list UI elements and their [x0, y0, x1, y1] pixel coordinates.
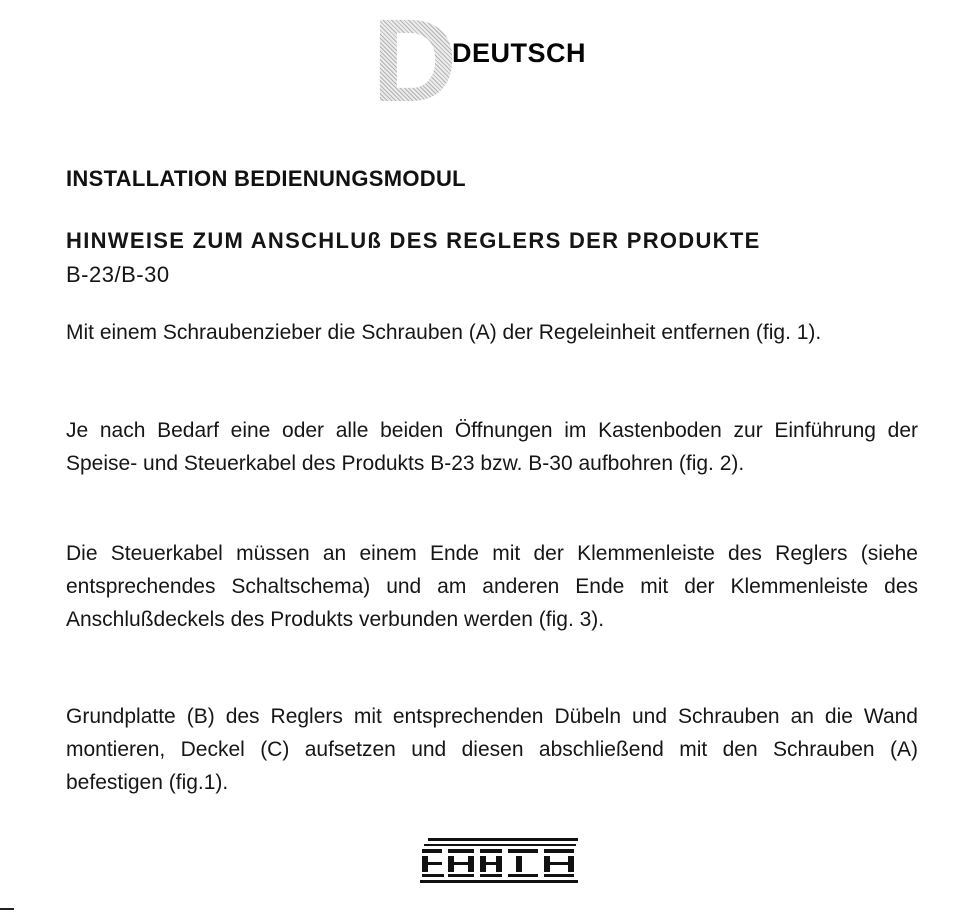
language-label: DEUTSCH [452, 38, 587, 68]
sub-heading [66, 224, 926, 292]
paragraph-control-cables: Die Steuerkabel müssen an einem Ende mit der Klemmenleiste des Reglers (siehe entsprechendes Schaltschema) und am anderen Ende mit der Klemmenleiste des Anschlußdeckels des Produkts verbunden werden (fig. 3). [66, 542, 918, 631]
paragraph-mount-baseplate: Grundplatte (B) des Reglers mit entsprechenden Dübeln und Schrauben an die Wand montieren, Deckel (C) aufsetzen und diesen abschließend mit den Schrauben (A) befestigen (fig.1). [66, 705, 918, 794]
product-code: B-23/B-30 [66, 262, 170, 287]
scan-edge-mark [0, 908, 14, 910]
sub-heading-text: HINWEISE ZUM ANSCHLUß DES REGLERS DER PRODUKTE [66, 228, 761, 253]
paragraph-remove-screws: Mit einem Schraubenzieber die Schrauben (A) der Regeleinheit entfernen (fig. 1). [66, 321, 822, 344]
section-title: INSTALLATION BEDIENUNGSMODUL [66, 166, 466, 191]
brand-logo-icon [418, 836, 584, 886]
language-header [372, 0, 632, 127]
decorative-d-letter: D [372, 0, 458, 127]
paragraph-drill-openings: Je nach Bedarf eine oder alle beiden Öffnungen im Kastenboden zur Einführung der Speise- und Steuerkabel des Produkts B-23 bzw. B-30 aufbohren (fig. 2). [66, 419, 918, 475]
